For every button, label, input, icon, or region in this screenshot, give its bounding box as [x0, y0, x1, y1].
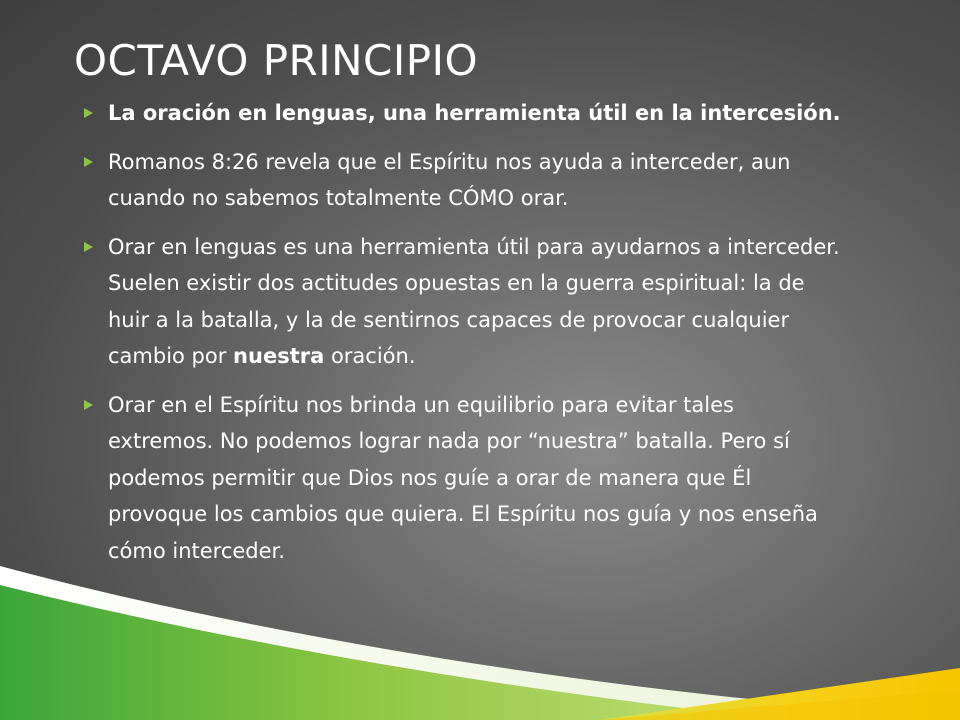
triangle-right-icon [84, 157, 93, 167]
triangle-right-icon [84, 242, 93, 252]
bullet-text: Orar en el Espíritu nos brinda un equilibrio para evitar tales extremos. No podemos lograr nada por “nuestra” batalla. Pero sí podemos permitir que Dios nos guíe a orar de manera que Él provoque los cambios que quiera. El Espíritu nos guía y nos enseña cómo interceder. [108, 392, 818, 563]
bullet-text-emphasis: nuestra [233, 344, 325, 368]
triangle-right-icon [84, 108, 93, 118]
bullet-text-pre: Orar en lenguas es una herramienta útil para ayudarnos a interceder. Suelen existir dos actitudes opuestas en la guerra espiritual: la de huir a la batalla, y la de sentirnos capaces de provocar cualquier cambio por [108, 234, 840, 368]
bullet-item-3 [84, 229, 844, 375]
bullet-item-1 [84, 95, 844, 132]
bullet-text-post: oración. [324, 344, 416, 368]
bullet-text: La oración en lenguas, una herramienta útil en la intercesión. [108, 101, 841, 125]
triangle-right-icon [84, 400, 93, 410]
bullet-list [84, 95, 844, 581]
slide-title: OCTAVO PRINCIPIO [74, 36, 479, 85]
bullet-item-4 [84, 387, 844, 570]
bullet-item-2 [84, 144, 844, 217]
bullet-text: Romanos 8:26 revela que el Espíritu nos ayuda a interceder, aun cuando no sabemos totalmente CÓMO orar. [108, 149, 791, 210]
